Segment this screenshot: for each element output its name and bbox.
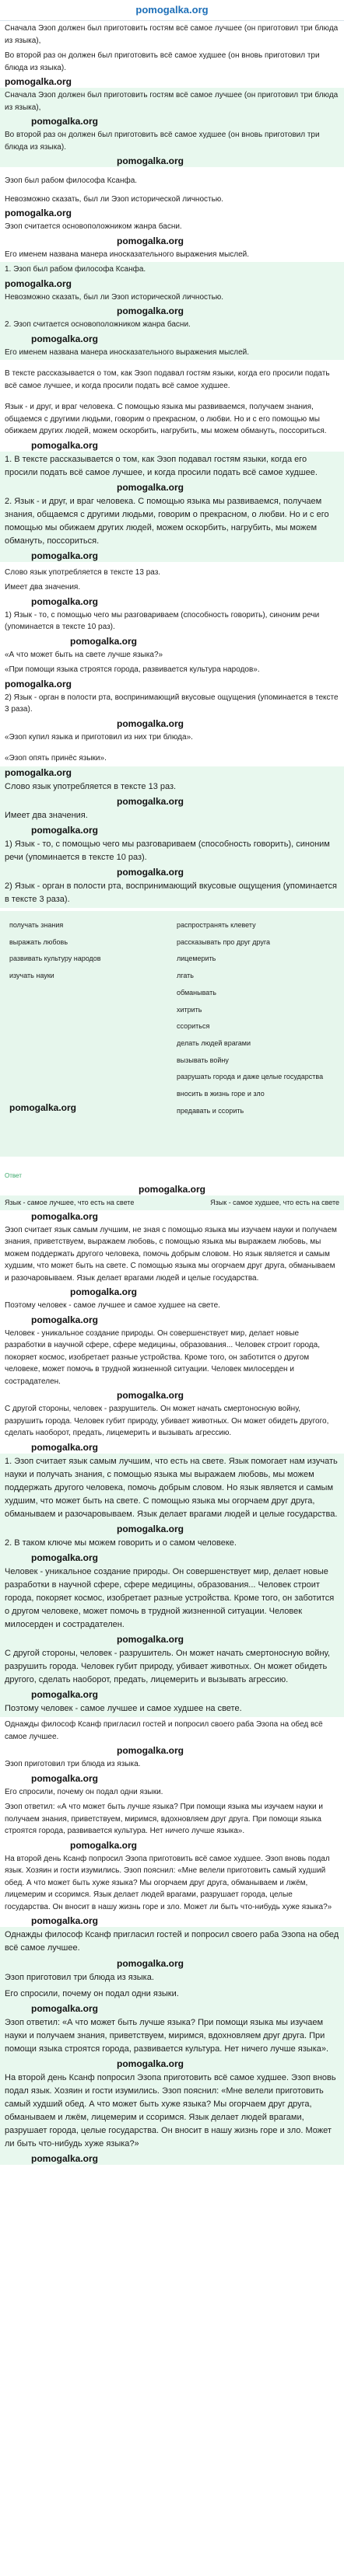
watermark: pomogalka.org — [31, 1314, 99, 1325]
paragraph: Человек - уникальное создание природы. Он совершенствует мир, делает новые разработки в научной сфере, сфере медицины, образования... Человек строит города, покоряет космос, изобретает разные устройства. Кроме того, он заботится о другом человеке, может помочь в трудной жизненной ситуации. Человек милосерден и сострадателен. — [5, 1566, 335, 1630]
watermark: pomogalka.org — [117, 1745, 184, 1757]
grid-item: обманывать — [177, 988, 216, 997]
grid-item: развивать культуру народов — [9, 955, 101, 963]
paragraph: Эзоп приготовил три блюда из языка. — [5, 1760, 141, 1769]
paragraph: Его именем названа манера иносказательного выражения мыслей. — [5, 250, 250, 259]
watermark: pomogalka.org — [5, 277, 72, 289]
paragraph: Имеет два значения. — [5, 583, 81, 592]
paragraph: Слово язык употребляется в тексте 13 раз. — [5, 781, 177, 791]
paragraph: Эзоп считается основоположником жанра басни. — [5, 222, 182, 231]
watermark: pomogalka.org — [31, 1441, 99, 1453]
grid-item: разрушать города и даже целые государства — [177, 1073, 324, 1081]
paragraph: 1. Эзоп был рабом философа Ксанфа. — [5, 265, 146, 274]
grid-item: распространять клевету — [177, 921, 256, 930]
watermark: pomogalka.org — [31, 1210, 99, 1222]
watermark: pomogalka.org — [5, 76, 72, 87]
paragraph: Эзоп был рабом философа Ксанфа. — [5, 176, 138, 185]
paragraph: С другой стороны, человек - разрушитель. Он может начать смертоносную войну, разрушить города. Человек губит природу, убивает животных. Он может обидеть другого, сделать наоборот, предать, лицемерить и вызывать агрессию. — [5, 1649, 330, 1685]
watermark: pomogalka.org — [31, 1915, 99, 1927]
paragraph: 2) Язык - орган в полости рта, воспринимающий вкусовые ощущения (упоминается в тексте 3 раза). — [5, 693, 339, 714]
paragraph: 2. В таком ключе мы можем говорить и о самом человеке. — [5, 1538, 237, 1548]
grid-right-column — [172, 917, 339, 1150]
watermark: pomogalka.org — [31, 116, 99, 127]
paragraph: Человек - уникальное создание природы. Он совершенствует мир, делает новые разработки в научной сфере, сфере медицины, образования... Человек строит города, покоряет космос, изобретает разные устройства. Кроме того, он заботится о другом человеке, может помочь в трудной жизненной ситуации. Человек милосерден и сострадателен. — [5, 1328, 320, 1386]
watermark: pomogalka.org — [5, 208, 72, 218]
grid-item: вносить в жизнь горе и зло — [177, 1089, 265, 1098]
paragraph: Язык - и друг, и враг человека. С помощью языка мы развиваемся, получаем знания, общаемся с другими людьми, говорим о прекрасном, о любви. Но и с его помощью мы обижаем других людей, можем оскорбить, нагрубить, мы можем обмануть, поссориться. — [5, 403, 327, 435]
watermark: pomogalka.org — [117, 1957, 184, 1969]
paragraph: 1) Язык - то, с помощью чего мы разговариваем (способность говорить), синоним речи (упоминается в тексте 10 раз). — [5, 839, 330, 862]
watermark: pomogalka.org — [117, 1634, 184, 1646]
paragraph: Эзоп приготовил три блюда из языка. — [5, 1972, 154, 1982]
paragraph: Невозможно сказать, был ли Эзоп исторической личностью. — [5, 194, 224, 204]
paragraph: Поэтому человек - самое лучшее и самое худшее на свете. — [5, 1704, 242, 1714]
watermark: pomogalka.org — [117, 717, 184, 729]
paragraph: «А что может быть на свете лучше языка?» — [5, 650, 163, 659]
grid-item: лгать — [177, 972, 194, 980]
answer-right: Язык - самое худшее, что есть на свете — [210, 1198, 339, 1206]
watermark: pomogalka.org — [5, 678, 72, 689]
grid-item: лицемерить — [177, 955, 216, 963]
grid-item: выражать любовь — [9, 937, 68, 946]
answer-label: Ответ — [5, 1172, 22, 1180]
grid-item: предавать и ссорить — [177, 1106, 244, 1115]
grid-item: вызывать войну — [177, 1056, 229, 1064]
paragraph: На второй день Ксанф попросил Эзопа приготовить всё самое худшее. Эзоп вновь подал язык. Хозяин и гости изумились. Эзоп пояснил: «Мне велели приготовить самый худший обед. А что может быть хуже языка? Мы огорчаем друг друга, обманываем и лжём, лицемерим и ссоримся. Язык делает людей врагами, разрушает города, целые государства. Он вносит в нашу жизнь горе и зло. Может ли быть что-нибудь хуже языка?» — [5, 1854, 332, 1911]
watermark: pomogalka.org — [117, 795, 184, 807]
paragraph: С другой стороны, человек - разрушитель. Он может начать смертоносную войну, разрушить города. Человек губит природу, убивает животных. Он может обидеть другого, сделать наоборот, предать, лицемерить и вызывать агрессию. — [5, 1405, 329, 1438]
grid-item: получать знания — [9, 921, 64, 930]
paragraph: «При помощи языка строятся города, развивается культура народов». — [5, 665, 260, 675]
grid-item: хитрить — [177, 1005, 202, 1014]
grid-item: рассказывать про друг друга — [177, 937, 271, 946]
watermark: pomogalka.org — [31, 439, 99, 451]
grid-item: делать людей врагами — [177, 1038, 251, 1047]
paragraph: Однажды философ Ксанф пригласил гостей и попросил своего раба Эзопа на обед всё самое лучшее. — [5, 1720, 323, 1741]
watermark: pomogalka.org — [31, 333, 99, 344]
paragraph: «Эзоп опять принёс языки». — [5, 754, 107, 763]
paragraph: Его спросили, почему он подал одни языки. — [5, 1787, 163, 1796]
grid-item: изучать науки — [9, 972, 54, 980]
watermark: pomogalka.org — [70, 635, 138, 647]
watermark: pomogalka.org — [9, 1101, 77, 1113]
paragraph: 2. Язык - и друг, и враг человека. С помощью языка мы развиваемся, получаем знания, общаемся с другими людьми, говорим о прекрасном, о любви. Но и с его помощью мы обижаем других людей, можем оскорбить, нагрубить, мы можем обмануть, поссориться. — [5, 496, 329, 546]
answer-bar — [0, 1196, 344, 1210]
paragraph: В тексте рассказывается о том, как Эзоп подавал гостям языки, когда его просили подать всё самое лучшее, и когда просили подать всё самое худшее. — [5, 369, 330, 390]
watermark: pomogalka.org — [31, 595, 99, 607]
paragraph: Однажды философ Ксанф пригласил гостей и попросил своего раба Эзопа на обед всё самое лучшее. — [5, 1930, 339, 1953]
watermark: pomogalka.org — [31, 2002, 99, 2014]
grid-left-column — [5, 917, 172, 1150]
paragraph: Эзоп ответил: «А что может быть лучше языка? При помощи языка мы изучаем науки и получаем знания, приветствуем, миримся, вдохновляем друг друга. При помощи языка строятся города, развивается культура. Нет ничего лучше языка». — [5, 2017, 329, 2054]
site-logo[interactable]: pomogalka.org — [0, 0, 344, 21]
watermark: pomogalka.org — [117, 1390, 184, 1401]
watermark: pomogalka.org — [31, 550, 99, 561]
paragraph: 1. В тексте рассказывается о том, как Эзоп подавал гостям языки, когда его просили подать всё самое лучшее, и когда просили подать всё самое худшее. — [5, 454, 318, 477]
watermark: pomogalka.org — [70, 1286, 138, 1298]
watermark: pomogalka.org — [70, 1839, 138, 1851]
watermark: pomogalka.org — [117, 305, 184, 316]
paragraph: «Эзоп купил языка и приготовил из них три блюда». — [5, 732, 193, 742]
paragraph: Его спросили, почему он подал одни языки. — [5, 1988, 179, 1998]
paragraph: Слово язык употребляется в тексте 13 раз. — [5, 567, 161, 577]
paragraph: Во второй раз он должен был приготовить всё самое худшее (он вновь приготовил три блюда из языка). — [5, 131, 320, 152]
answer-left: Язык - самое лучшее, что есть на свете — [5, 1198, 135, 1206]
paragraph: Эзоп ответил: «А что может быть лучше языка? При помощи языка мы изучаем науки и получаем знания, приветствуем, миримся, вдохновляем друг друга. При помощи языка строятся города, развивается культура. Нет ничего лучше языка». — [5, 1803, 323, 1836]
paragraph: Имеет два значения. — [5, 810, 88, 820]
paragraph: 1) Язык - то, с помощью чего мы разговариваем (способность говорить), синоним речи (упоминается в тексте 10 раз). — [5, 610, 320, 632]
paragraph: Эзоп считает язык самым лучшим, не зная с помощью языка мы изучаем науки и получаем знания, приветствуем, выражаем любовь, с помощью языка мы выражаем любовь, мы можем поддержать другого человека, помочь добрым словом. Но язык является и самым худшим, что может быть на свете. С помощью языка мы огорчаем друг друга, обманываем и разочаровываем. Язык делает врагами людей и целые государства. — [5, 1225, 337, 1283]
paragraph: 2) Язык - орган в полости рта, воспринимающий вкусовые ощущения (упоминается в тексте 3 раза). — [5, 881, 337, 905]
paragraph: На второй день Ксанф попросил Эзопа приготовить всё самое худшее. Эзоп вновь подал язык. Хозяин и гости изумились. Эзоп пояснил: «Мне велели приготовить самый худший обед. А что может быть хуже языка? Мы огорчаем друг друга, обманываем и лжём, лицемерим и ссоримся. Язык делает людей врагами, разрушает города, целые государства. Он вносит в нашу жизнь горе и зло. Может ли быть что-нибудь хуже языка?» — [5, 2072, 336, 2148]
watermark: pomogalka.org — [31, 824, 99, 836]
watermark: pomogalka.org — [117, 1523, 184, 1534]
paragraph: 2. Эзоп считается основоположником жанра басни. — [5, 320, 191, 329]
watermark: pomogalka.org — [117, 155, 184, 166]
watermark: pomogalka.org — [117, 866, 184, 878]
paragraph: Во второй раз он должен был приготовить всё самое худшее (он вновь приготовил три блюда из языка). — [5, 51, 320, 72]
watermark: pomogalka.org — [31, 1689, 99, 1701]
paragraph: Сначала Эзоп должен был приготовить гостям всё самое лучшее (он приготовил три блюда из языка), — [5, 24, 339, 45]
watermark: pomogalka.org — [31, 1772, 99, 1784]
watermark: pomogalka.org — [31, 2153, 99, 2165]
watermark: pomogalka.org — [117, 481, 184, 493]
watermark: pomogalka.org — [138, 1183, 205, 1195]
paragraph: Поэтому человек - самое лучшее и самое худшее на свете. — [5, 1301, 220, 1311]
paragraph: Его именем названа манера иносказательного выражения мыслей. — [5, 347, 250, 357]
watermark: pomogalka.org — [117, 235, 184, 246]
watermark: pomogalka.org — [117, 2058, 184, 2069]
watermark: pomogalka.org — [31, 1552, 99, 1563]
grid-item: ссориться — [177, 1022, 210, 1031]
paragraph: 1. Эзоп считает язык самым лучшим, что есть на свете. Язык помогает нам изучать науки и получать знания, с помощью языка мы выражаем любовь, мы можем поддержать другого человека, помочь добрым словом. Но язык является и самым худшим, что может быть на свете. С помощью языка мы огорчаем друг друга, обманываем и разочаровываем. Язык делает врагами людей и целые государства. — [5, 1456, 338, 1519]
watermark: pomogalka.org — [5, 766, 72, 778]
words-grid — [0, 911, 344, 1157]
paragraph: Невозможно сказать, был ли Эзоп исторической личностью. — [5, 292, 224, 302]
paragraph: Сначала Эзоп должен был приготовить гостям всё самое лучшее (он приготовил три блюда из языка), — [5, 91, 339, 112]
